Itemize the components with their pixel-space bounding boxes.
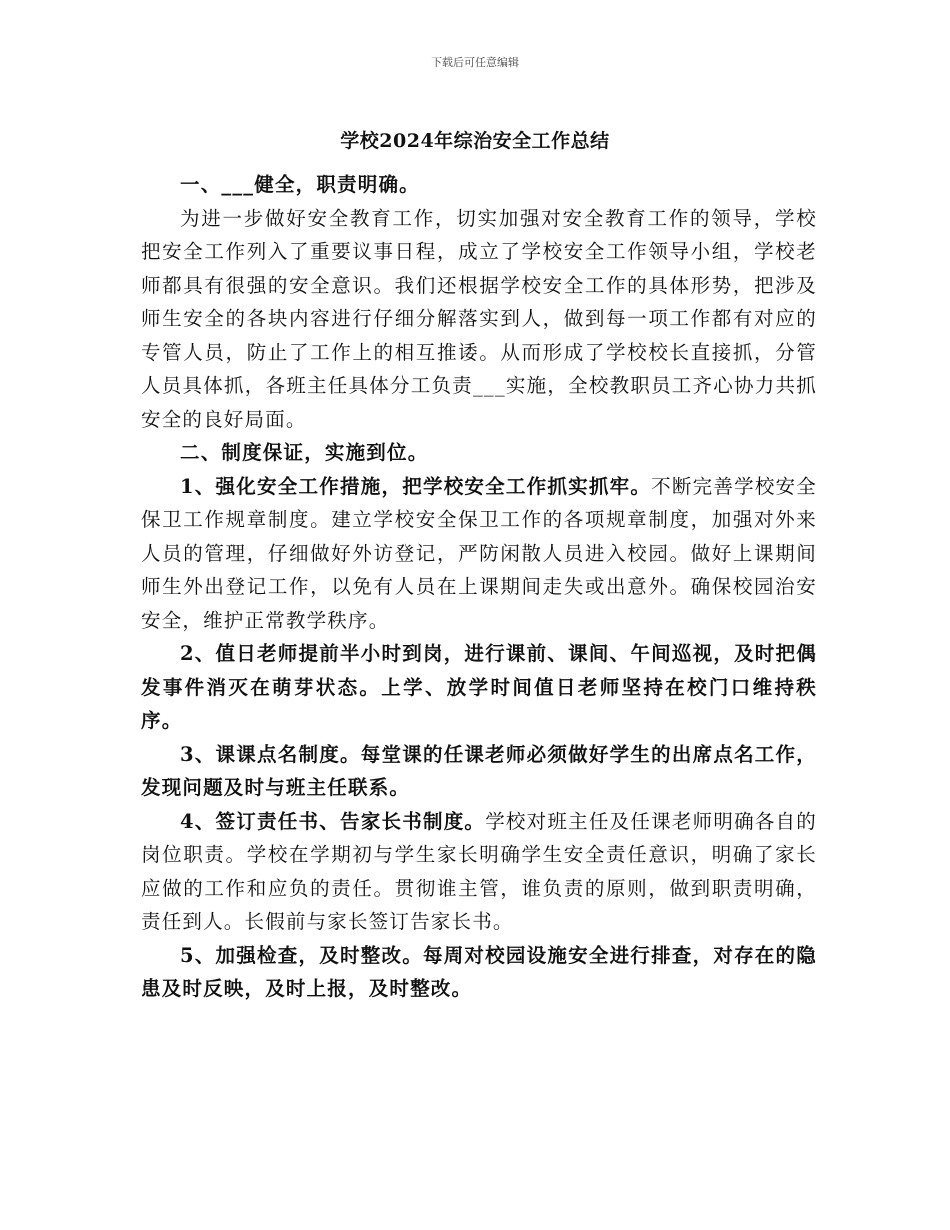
item-1-text: 不断完善学校安全保卫工作规章制度。建立学校安全保卫工作的各项规章制度，加强对外来人员的管理，仔细做好外访登记，严防闲散人员进入校园。做好上课期间师生外出登记工作，以免有人员在上课期间走失或出意外。确保校园治安安全，维护正常教学秩序。 bbox=[141, 474, 817, 632]
item-4-lead: 4、签订责任书、告家长书制度。 bbox=[180, 809, 486, 833]
document-body bbox=[141, 168, 817, 1006]
item-1-lead: 1、强化安全工作措施，把学校安全工作抓实抓牢。 bbox=[180, 474, 652, 498]
section-2-heading: 二、制度保证，实施到位。 bbox=[180, 441, 429, 464]
item-3-paragraph: 3、课课点名制度。每堂课的任课老师必须做好学生的出席点名工作，发现问题及时与班主任联系。 bbox=[141, 742, 817, 799]
item-2-paragraph: 2、值日老师提前半小时到岗，进行课前、课间、午间巡视，及时把偶发事件消灭在萌芽状态。上学、放学时间值日老师坚持在校门口维持秩序。 bbox=[141, 642, 817, 732]
document-title: 学校2024年综治安全工作总结 bbox=[340, 130, 610, 152]
section-1-paragraph: 为进一步做好安全教育工作，切实加强对安全教育工作的领导，学校把安全工作列入了重要议事日程，成立了学校安全工作领导小组，学校老师都具有很强的安全意识。我们还根据学校安全工作的具体形势，把涉及师生安全的各块内容进行仔细分解落实到人，做到每一项工作都有对应的专管人员，防止了工作上的相互推诿。从而形成了学校校长直接抓，分管人员具体抓，各班主任具体分工负责___实施，全校教职员工齐心协力共抓安全的良好局面。 bbox=[141, 206, 817, 431]
header-note: 下载后可任意编辑 bbox=[431, 56, 519, 69]
item-4-text: 学校对班主任及任课老师明确各自的岗位职责。学校在学期初与学生家长明确学生安全责任意识，明确了家长应做的工作和应负的责任。贯彻谁主管，谁负责的原则，做到职责明确，责任到人。长假前与家长签订告家长书。 bbox=[141, 809, 817, 933]
item-4-paragraph bbox=[141, 805, 817, 939]
item-5-paragraph: 5、加强检查，及时整改。每周对校园设施安全进行排查，对存在的隐患及时反映，及时上报，及时整改。 bbox=[141, 943, 817, 1000]
item-1-paragraph bbox=[141, 470, 817, 638]
section-1-heading: 一、___健全，职责明确。 bbox=[180, 173, 420, 196]
